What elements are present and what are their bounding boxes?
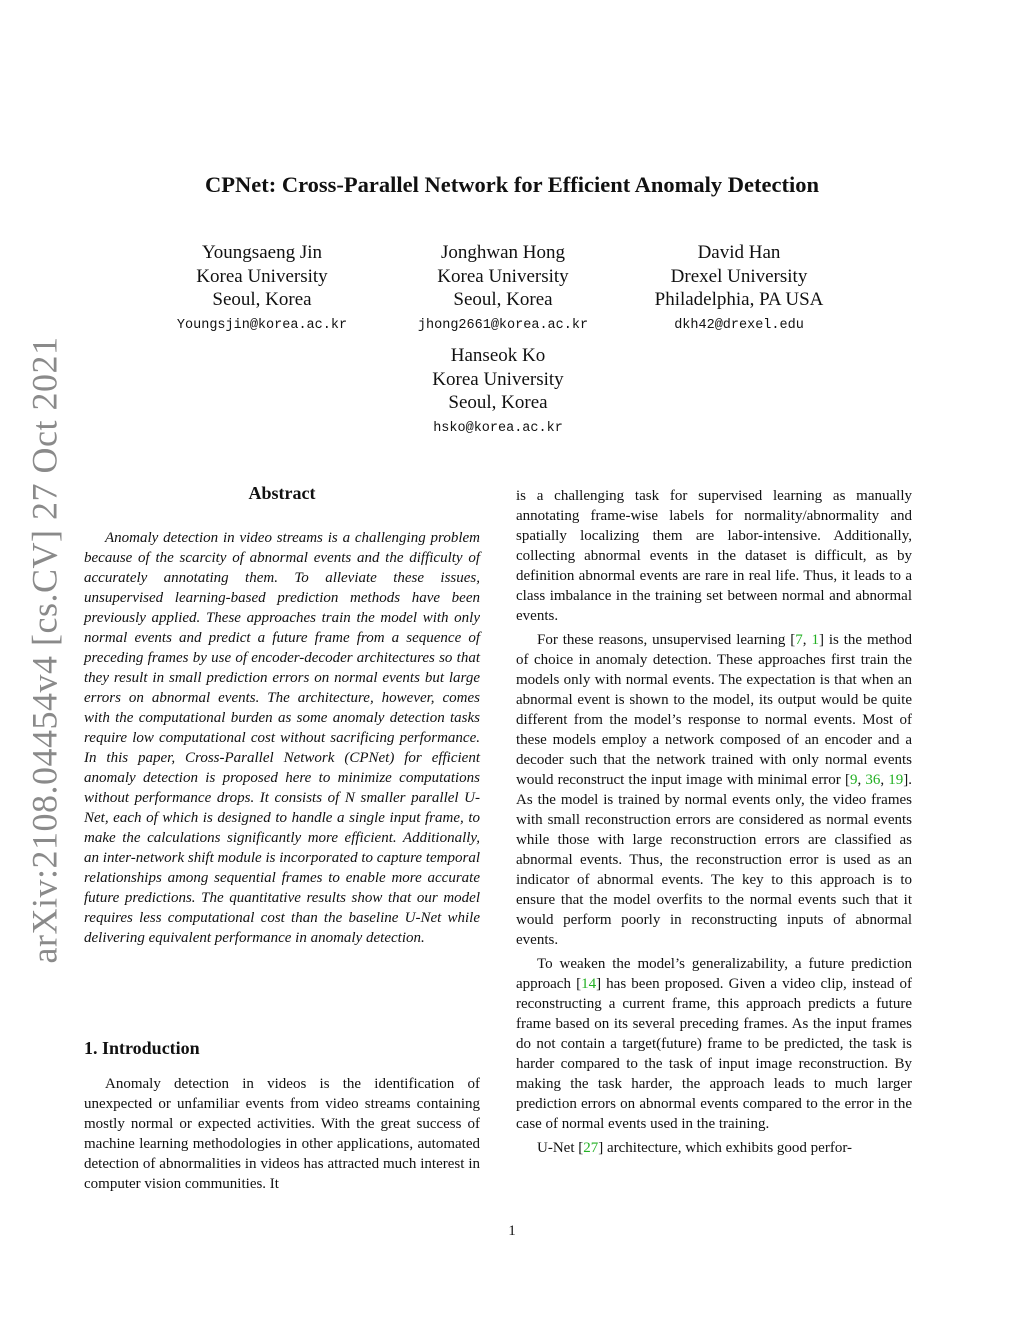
author-location: Seoul, Korea [453,289,553,310]
paragraph: Anomaly detection in videos is the identification of unexpected or unfamiliar events from video streams containing mostly normal or expected activities. With the great success of machine learning methodologies in other applications, automated detection of abnormalities in videos has attracted much interest in computer vision communities. It [84,1076,480,1192]
author-block-3 [639,241,839,335]
abstract-heading: Abstract [248,483,316,503]
author-name: Youngsaeng Jin [201,242,322,263]
author-block-2 [398,241,608,335]
author-affiliation: Korea University [432,368,564,390]
citation-link[interactable]: 36 [865,772,881,788]
author-email[interactable]: Youngsjin@korea.ac.kr [176,317,348,333]
author-name: Jonghwan Hong [440,242,566,263]
author-affiliation: Korea University [437,265,569,287]
paragraph: To weaken the model’s generalizability, a future prediction approach [14] has been proposed. Given a video clip, instead of reconstructing a current frame, this approach predicts a future frame based on its several preceding frames. As the input frames do not contain a target(future) frame to be predicted, the task is harder compared to the task of input image reconstruction. By making the task harder, the approach leads to much larger prediction errors on abnormal events compared to the error in the case of normal events used in the training. [516,956,912,1132]
author-location: Philadelphia, PA USA [654,289,824,310]
author-name: David Han [697,242,781,263]
author-affiliation: Korea University [196,265,328,287]
author-email[interactable]: jhong2661@korea.ac.kr [417,317,589,333]
author-name: Hanseok Ko [450,345,546,366]
section-heading-introduction: 1. Introduction [84,1038,200,1058]
author-location: Seoul, Korea [448,392,548,413]
citation-link[interactable]: 19 [888,772,904,788]
citation-link[interactable]: 7 [795,632,803,648]
paper-title: CPNet: Cross-Parallel Network for Efficient Anomaly Detection [204,172,819,197]
citation-link[interactable]: 9 [849,772,858,788]
arxiv-identifier-text: arXiv:2108.04454v4 [cs.CV] 27 Oct 2021 [24,336,65,964]
arxiv-identifier-stamp [22,336,66,964]
author-email[interactable]: hsko@korea.ac.kr [433,420,563,436]
citation-link[interactable]: 27 [583,1140,599,1156]
author-email[interactable]: dkh42@drexel.edu [674,317,804,333]
abstract-body [84,528,480,952]
author-affiliation: Drexel University [670,265,808,287]
introduction-body [84,1074,480,1198]
author-block-1 [162,241,362,335]
author-block-4 [398,344,598,438]
page-number: 1 [508,1223,516,1239]
paragraph: is a challenging task for supervised learning as manually annotating frame-wise labels for normality/abnormality and spatially localizing them are labor-intensive. Additionally, collecting abnormal events in the dataset is difficult, as by definition abnormal events are rare in real life. Thus, it leads to a class imbalance in the training set between normal and abnormal events. [516,488,912,624]
citation-link[interactable]: 1 [811,632,819,648]
abstract-paragraph: Anomaly detection in video streams is a challenging problem because of the scarcity of abnormal events and the difficulty of accurately annotating them. To alleviate these issues, unsupervised learning-based prediction methods have been previously applied. These approaches train the model with only normal events and predict a future frame from a sequence of preceding frames by use of encoder-decoder architectures so that they result in small prediction errors on normal events but large errors on abnormal events. The architecture, however, comes with the computational burden as some anomaly detection tasks require low computational cost without sacrificing performance. In this paper, Cross-Parallel Network (CPNet) for efficient anomaly detection is proposed here to minimize computations without performance drops. It consists of N smaller parallel U-Net, each of which is designed to handle a single input frame, to make the calculations significantly more efficient. Additionally, an inter-network shift module is incorporated to capture temporal relationships among sequential frames to enable more accurate future predictions. The quantitative results show that our model requires less computational cost than the baseline U-Net while delivering equivalent performance in anomaly detection. [84,530,480,946]
author-location: Seoul, Korea [212,289,312,310]
paragraph: For these reasons, unsupervised learning [7, 1] is the method of choice in anomaly detection. These approaches first train the models only with normal events. The expectation is that when an abnormal event is shown to the model, its output would be quite different from the model’s response to normal events. Most of these models employ a network composed of an encoder and a decoder such that the network trained with only normal events would reconstruct the input image with minimal error [9, 36, 19]. As the model is trained by normal events only, the video frames with small reconstruction errors are considered as normal events while those with large reconstruction errors are classified as abnormal events. Thus, the reconstruction error is used as an indicator of abnormal events. The key to this approach is to ensure that the model overfits to the normal events such that it would perform poorly in reconstructing inputs of abnormal events. [516,632,913,948]
citation-link[interactable]: 14 [581,976,597,992]
right-column-body [516,486,912,1162]
paragraph: U-Net [27] architecture, which exhibits good perfor- [537,1140,853,1156]
